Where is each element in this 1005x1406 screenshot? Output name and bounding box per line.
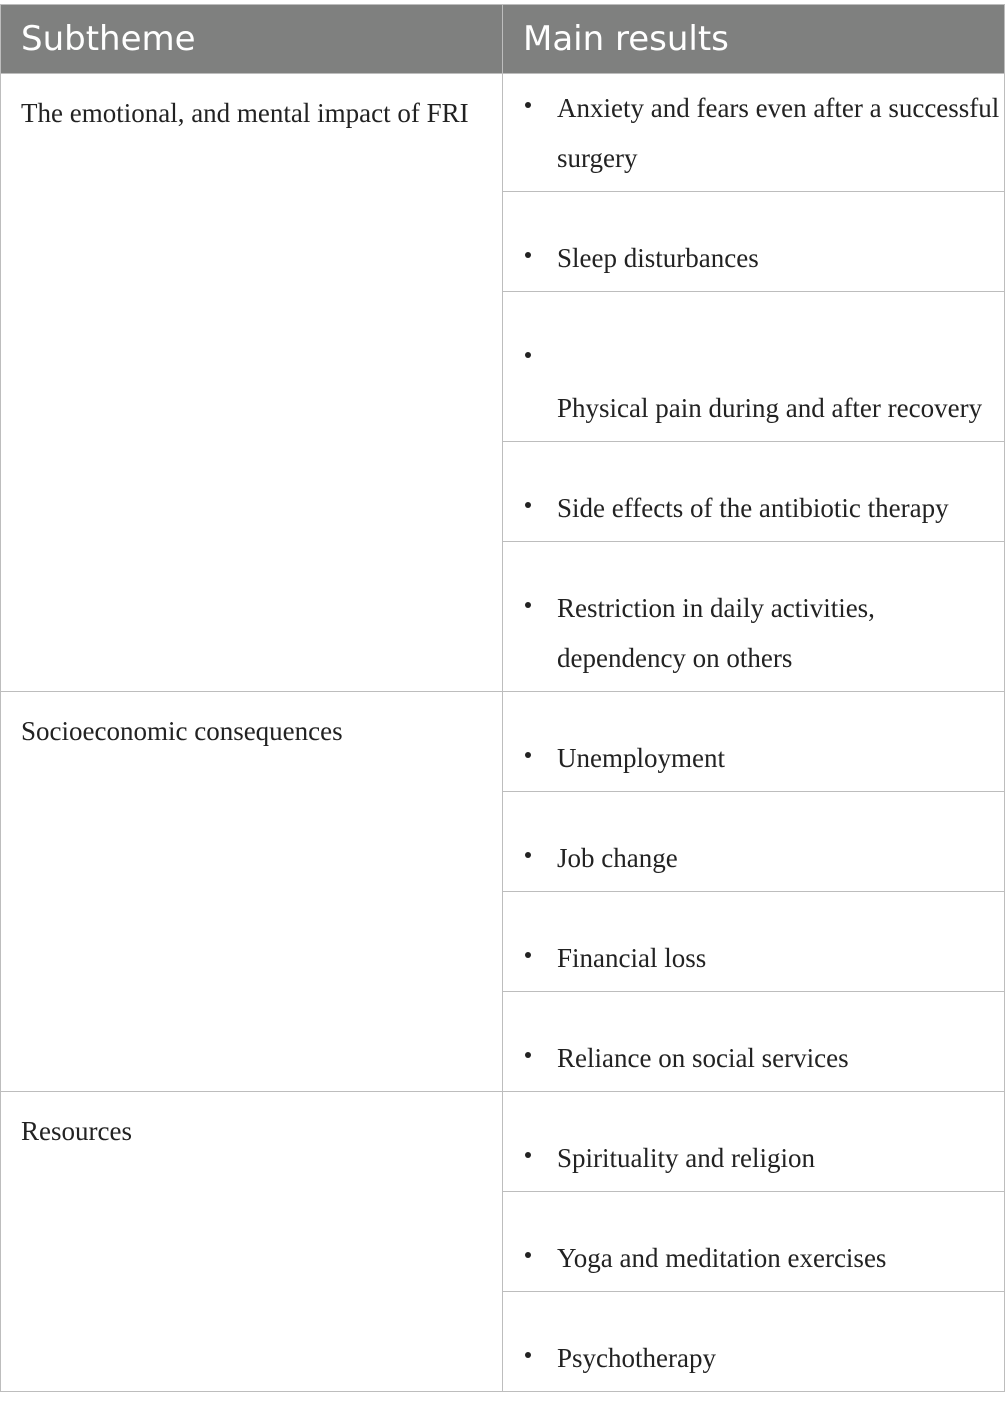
bullet-icon	[525, 1152, 531, 1158]
bullet-icon	[525, 502, 531, 508]
result-cell	[503, 1192, 1005, 1292]
result-text: Financial loss	[557, 943, 707, 973]
result-text: Yoga and meditation exercises	[557, 1243, 887, 1273]
result-cell	[503, 542, 1005, 692]
subtheme-cell: Socioeconomic consequences	[1, 692, 503, 1092]
result-text: Unemployment	[557, 743, 725, 773]
bullet-icon	[525, 352, 531, 358]
subtheme-cell: The emotional, and mental impact of FRI	[1, 74, 503, 692]
result-text: Job change	[557, 843, 678, 873]
result-cell	[503, 1292, 1005, 1392]
table-row	[1, 1092, 1005, 1192]
result-text: Reliance on social services	[557, 1043, 849, 1073]
result-cell	[503, 1092, 1005, 1192]
result-text: Spirituality and religion	[557, 1143, 815, 1173]
result-text: Sleep disturbances	[557, 243, 759, 273]
results-table	[0, 4, 1005, 1392]
result-cell	[503, 192, 1005, 292]
result-cell	[503, 692, 1005, 792]
result-text: Anxiety and fears even after a successful surgery	[557, 93, 1000, 173]
bullet-icon	[525, 852, 531, 858]
bullet-icon	[525, 1252, 531, 1258]
result-cell	[503, 892, 1005, 992]
result-text: Side effects of the antibiotic therapy	[557, 493, 949, 523]
table-row	[1, 74, 1005, 192]
subtheme-cell: Resources	[1, 1092, 503, 1392]
bullet-icon	[525, 752, 531, 758]
bullet-icon	[525, 102, 531, 108]
header-main-results: Main results	[503, 5, 1005, 74]
header-row	[1, 5, 1005, 74]
result-cell	[503, 992, 1005, 1092]
result-text: Physical pain during and after recovery	[557, 393, 983, 423]
result-cell	[503, 442, 1005, 542]
bullet-icon	[525, 1052, 531, 1058]
bullet-icon	[525, 602, 531, 608]
result-cell	[503, 74, 1005, 192]
result-cell	[503, 292, 1005, 442]
bullet-icon	[525, 952, 531, 958]
header-subtheme: Subtheme	[1, 5, 503, 74]
result-cell	[503, 792, 1005, 892]
result-text: Restriction in daily activities, dependency on others	[557, 593, 875, 673]
bullet-icon	[525, 1352, 531, 1358]
table-row	[1, 692, 1005, 792]
result-text: Psychotherapy	[557, 1343, 716, 1373]
bullet-icon	[525, 252, 531, 258]
